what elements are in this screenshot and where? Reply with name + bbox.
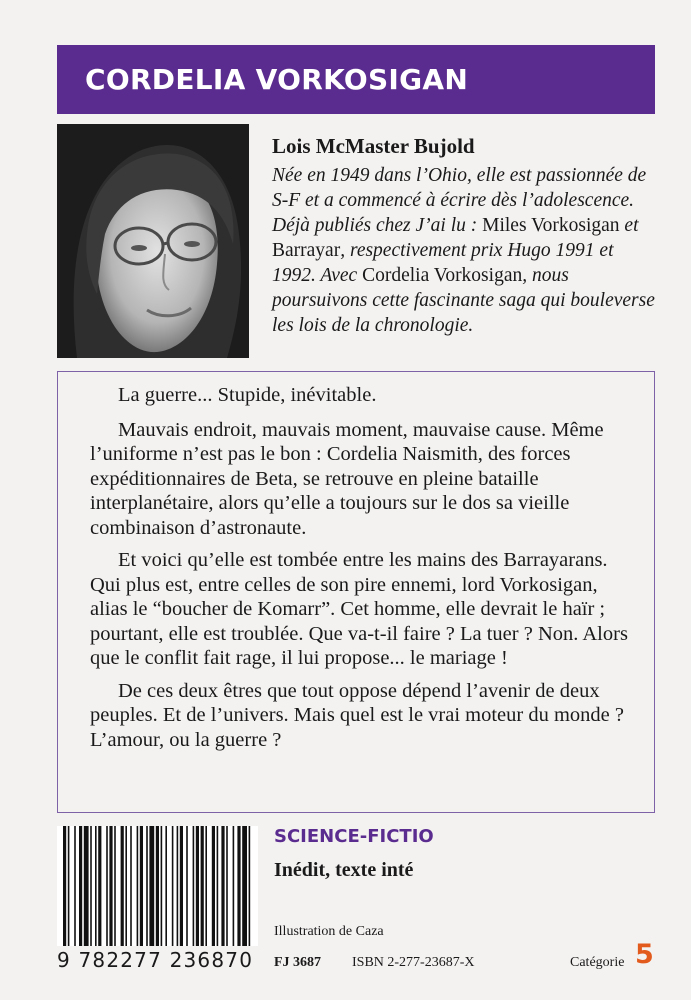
author-bio: [272, 163, 662, 338]
barcode-bar: [186, 826, 188, 946]
barcode-bar: [140, 826, 143, 946]
barcode-bar: [180, 826, 183, 946]
barcode: [57, 826, 258, 946]
barcode-bar: [95, 826, 97, 946]
barcode-bar: [109, 826, 112, 946]
barcode-bar: [84, 826, 89, 946]
synopsis: [90, 383, 635, 760]
barcode-bar: [149, 826, 154, 946]
barcode-bar: [156, 826, 159, 946]
barcode-bar: [177, 826, 179, 946]
author-photo: [57, 124, 249, 358]
barcode-bar: [221, 826, 224, 946]
book-title: CORDELIA VORKOSIGAN: [85, 63, 469, 96]
genre-label: SCIENCE-FICTIO: [274, 826, 434, 847]
bio-title-barrayar: Barrayar: [272, 240, 341, 261]
barcode-bar: [249, 826, 251, 946]
barcode-number: 9 782277 236870: [57, 948, 254, 972]
barcode-bar: [193, 826, 195, 946]
barcode-bar: [74, 826, 76, 946]
bio-segment: et: [619, 215, 639, 236]
barcode-bar: [205, 826, 207, 946]
barcode-bar: [161, 826, 163, 946]
barcode-bar: [196, 826, 199, 946]
barcode-bar: [125, 826, 127, 946]
isbn: ISBN 2-277-23687-X: [352, 955, 475, 970]
bio-segment: , nous poursuivons cette fascinante saga qui bouleverse les lois de la chronologie.: [272, 265, 655, 336]
barcode-bar: [63, 826, 66, 946]
author-portrait-image: [57, 124, 249, 358]
barcode-bar: [212, 826, 215, 946]
bio-title-miles: Miles Vorkosigan: [482, 215, 620, 236]
barcode-bar: [79, 826, 82, 946]
series-code: FJ 3687: [274, 955, 322, 970]
bio-segment: Née en 1949 dans l’Ohio, elle est passionnée de S-F et a commencé à écrire dès l’adolescence. Déjà publiés chez J’ai lu :: [272, 165, 647, 236]
edition-note: Inédit, texte inté: [274, 859, 414, 881]
synopsis-paragraph: La guerre... Stupide, inévitable.: [118, 384, 377, 406]
sticker-mask: [469, 817, 669, 889]
barcode-bar: [201, 826, 204, 946]
barcode-bar: [68, 826, 70, 946]
barcode-bar: [137, 826, 139, 946]
author-name: Lois McMaster Bujold: [272, 134, 475, 158]
illustration-credit: Illustration de Caza: [274, 924, 384, 939]
barcode-bar: [146, 826, 148, 946]
barcode-bar: [121, 826, 124, 946]
category-label: Catégorie: [570, 955, 625, 970]
synopsis-paragraph: De ces deux êtres que tout oppose dépend l’avenir de deux peuples. Et de l’univers. Mais quel est le vrai moteur du monde ? L’amour, ou la guerre ?: [90, 679, 625, 751]
barcode-bars: [57, 826, 258, 946]
barcode-bar: [114, 826, 116, 946]
barcode-bar: [98, 826, 101, 946]
title-bar: [57, 45, 655, 114]
barcode-bar: [242, 826, 247, 946]
barcode-bar: [237, 826, 240, 946]
category-number: 5: [635, 939, 654, 970]
bio-title-cordelia: Cordelia Vorkosigan: [362, 265, 523, 286]
synopsis-paragraph: Mauvais endroit, mauvais moment, mauvaise cause. Même l’uniforme n’est pas le bon : Cordelia Naismith, des forces expéditionnaires de Beta, se retrouve en pleine bataille interplanétaire, alors qu’elle a toujours sur le dos sa vieille combinaison d’astronaute.: [90, 418, 604, 539]
bio-segment: , respectivement prix Hugo 1991 et 1992. Avec: [272, 240, 614, 286]
barcode-bar: [165, 826, 167, 946]
synopsis-paragraph: Et voici qu’elle est tombée entre les mains des Barrayarans. Qui plus est, entre celles de son pire ennemi, lord Vorkosigan, alias le “boucher de Komarr”. Cet homme, elle devrait le haïr ; pourtant, elle est troublée. Que va-t-il faire ? La tuer ? Non. Alors que le conflit fait rage, il lui propose... le mariage !: [90, 549, 628, 669]
barcode-bar: [226, 826, 228, 946]
barcode-bar: [130, 826, 132, 946]
barcode-bar: [233, 826, 235, 946]
barcode-bar: [172, 826, 174, 946]
barcode-bar: [217, 826, 219, 946]
barcode-bar: [90, 826, 92, 946]
barcode-bar: [106, 826, 108, 946]
